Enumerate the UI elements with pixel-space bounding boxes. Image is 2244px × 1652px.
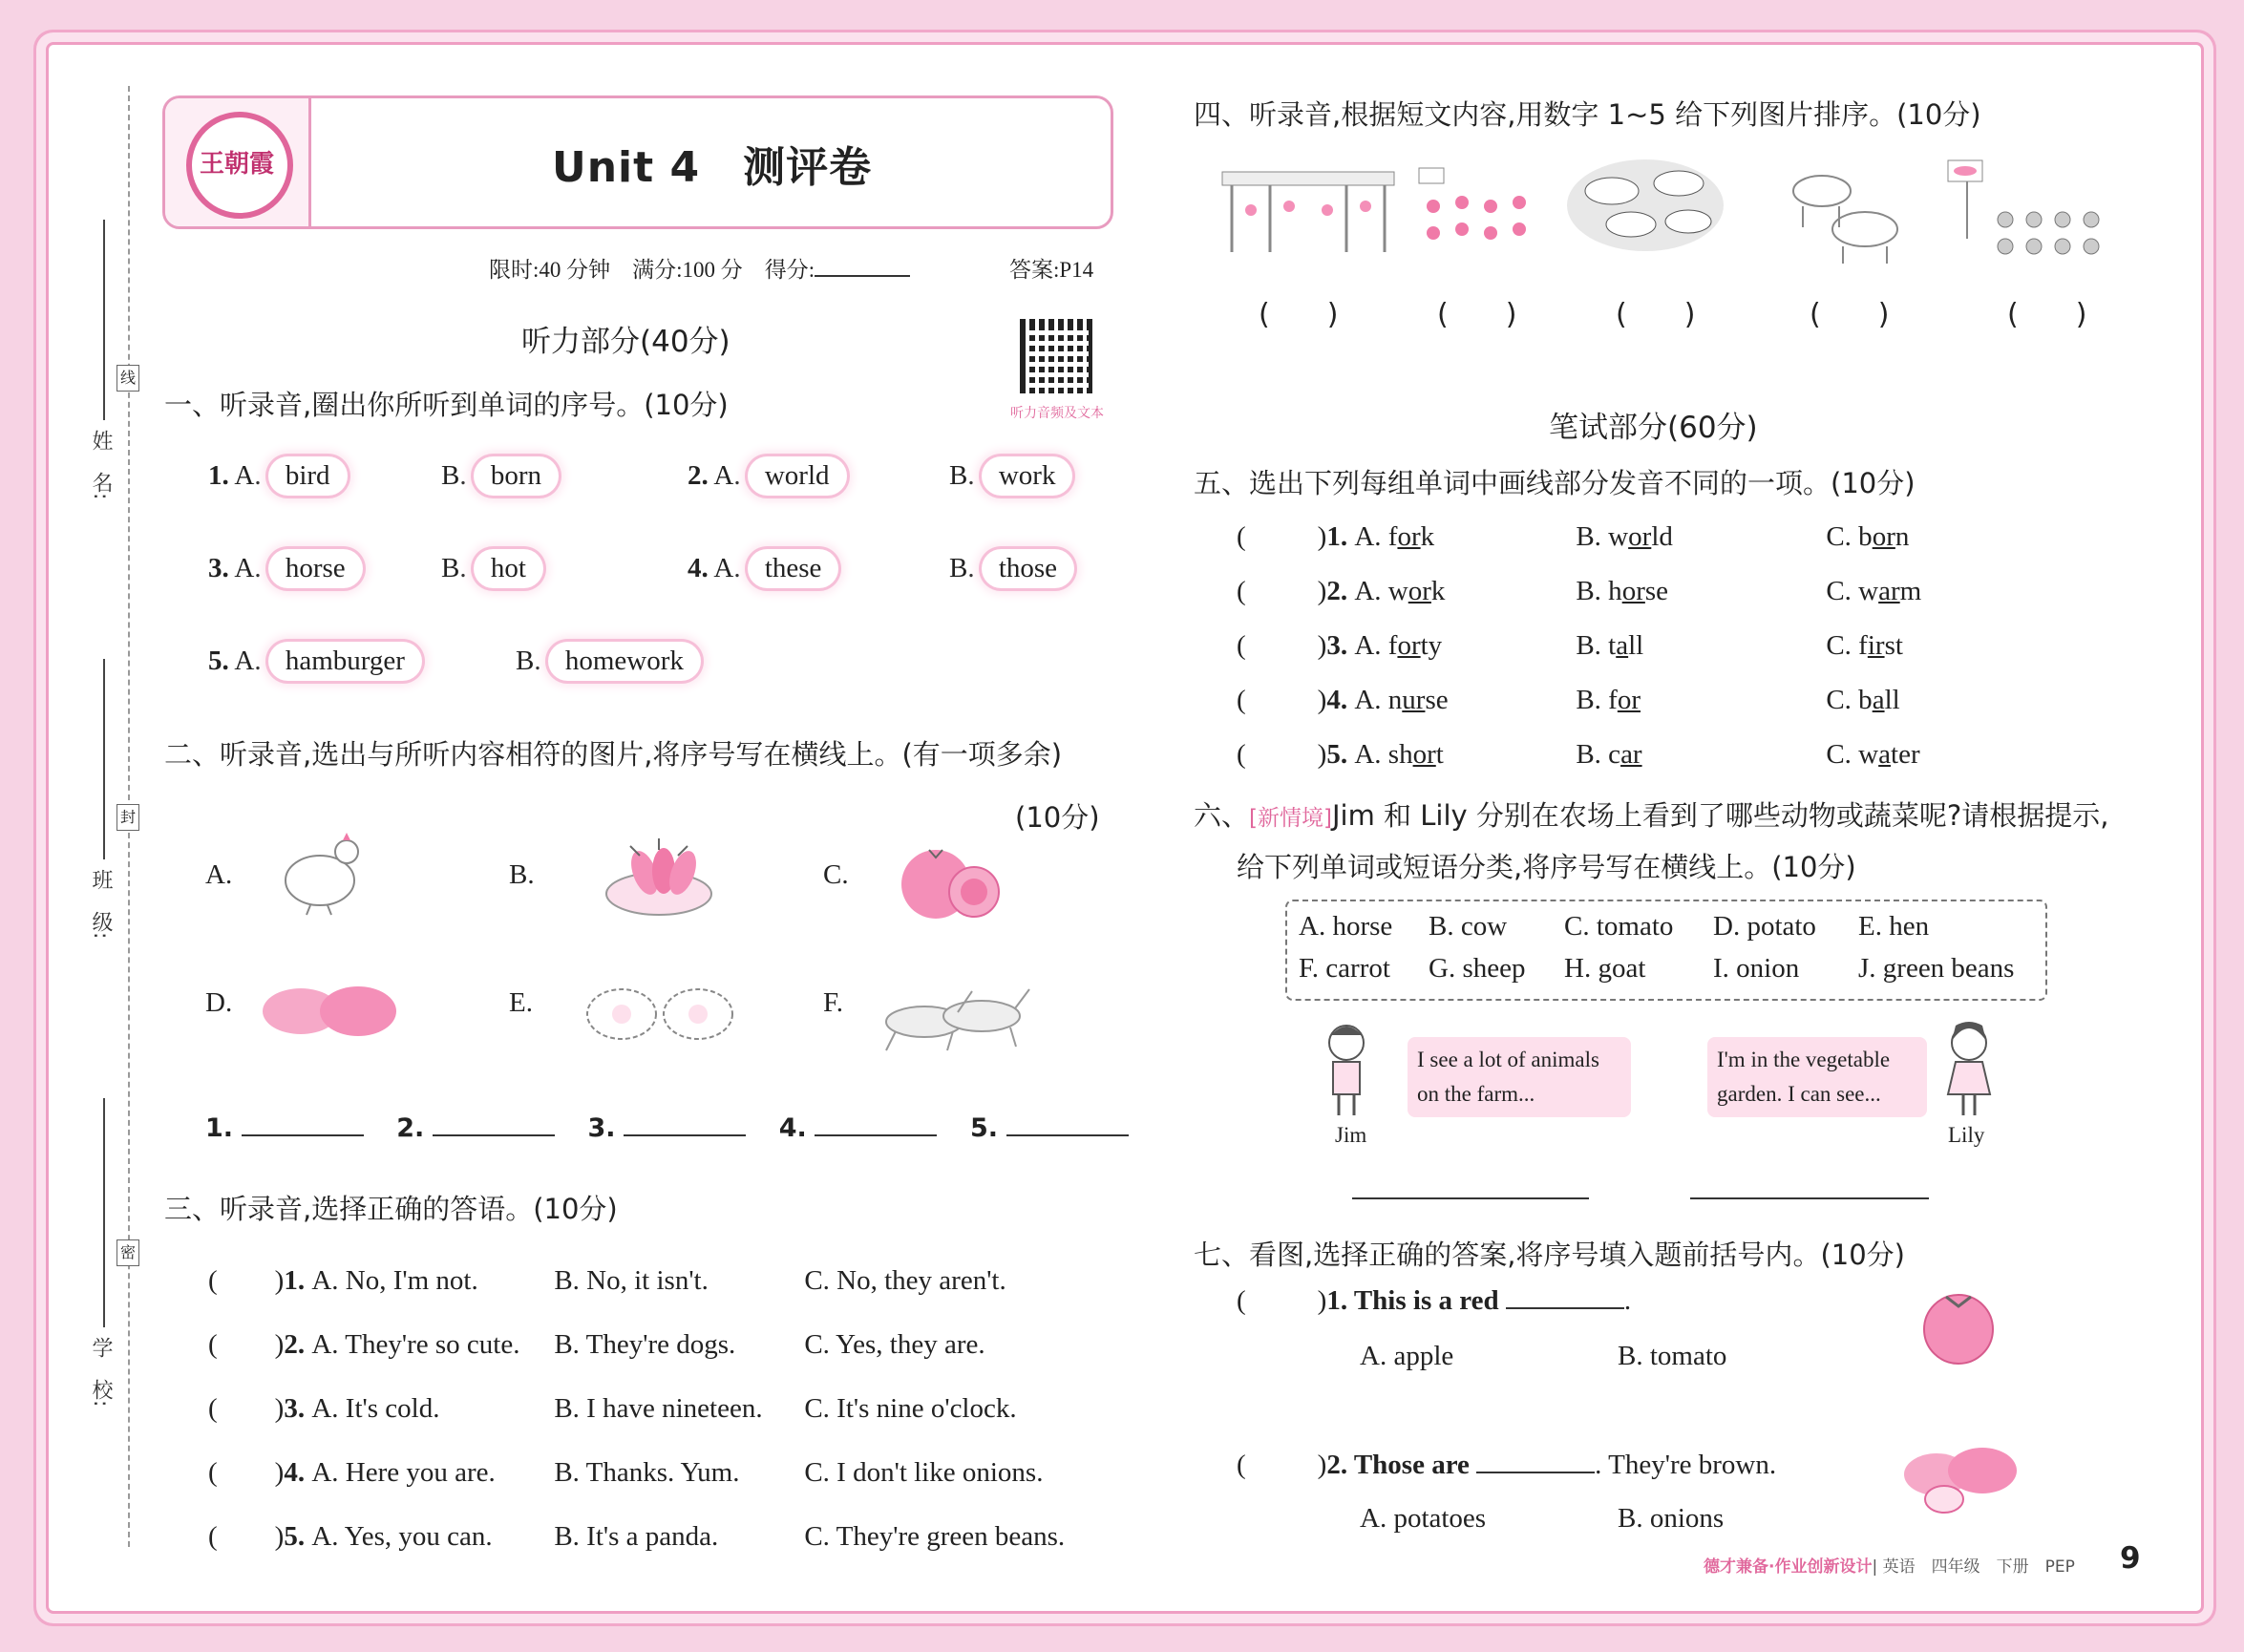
q2-label-c: C. [823, 859, 849, 890]
q5-1-a-pre: A. f [1354, 521, 1398, 552]
qr-caption: 听力音频及文本 [1010, 406, 1104, 421]
q6-word-d: D. potato [1713, 911, 1816, 942]
q7-item-1: ( )1. This is a red . [1237, 1285, 1632, 1316]
lily-bubble-line1: I'm in the vegetable [1717, 1048, 1891, 1071]
page-title: Unit 4 测评卷 [552, 143, 873, 192]
q3-row-5: ( )5. A. Yes, you can. B. It's a panda. C. They're green beans. [208, 1505, 1065, 1569]
q5-5-a-post: t [1435, 739, 1444, 770]
q5-1-a [1354, 510, 1576, 564]
lily-avatar [1942, 1020, 1996, 1119]
q5-1-b-post: ld [1651, 521, 1673, 552]
q6-word-f: F. carrot [1299, 953, 1390, 984]
q5-3-a-pre: A. f [1354, 630, 1398, 661]
logo-text: 王朝霞 [200, 150, 275, 179]
q3-num-2: 2. [284, 1329, 306, 1360]
q6-title: Jim 和 Lily 分别在农场上看到了哪些动物或蔬菜呢?请根据提示, [1331, 799, 2109, 832]
q3-4-c: C. I don't like onions. [804, 1457, 1044, 1488]
q5-1-a-post: k [1420, 521, 1435, 552]
q2-num-1: 1. [205, 1113, 234, 1143]
q5-4-c-ul: a [1872, 685, 1885, 715]
q5-2-b-pre: B. h [1576, 576, 1622, 606]
potato-icon [258, 978, 401, 1045]
listening-section-title: 听力部分(40分) [521, 325, 730, 359]
q5-5-c-post: ter [1891, 739, 1920, 770]
q5-2-a [1354, 564, 1576, 619]
jim-speech-bubble [1408, 1037, 1631, 1117]
q1-5-option-a[interactable]: hamburger [268, 642, 422, 681]
footer-series [1704, 1553, 2075, 1577]
jim-label: Jim [1335, 1123, 1367, 1147]
footer-series-name: 德才兼备·作业创新设计 [1704, 1557, 1873, 1577]
q6-word-a: A. horse [1299, 911, 1393, 942]
q5-num-5: 5. [1326, 739, 1348, 770]
q5-1-c [1826, 521, 1909, 552]
q2-label-a: A. [205, 859, 233, 890]
page-number: 9 [2120, 1541, 2141, 1576]
q7-q1-text: 1. This is a red [1326, 1285, 1499, 1316]
q3-1-a: A. No, I'm not. [311, 1265, 478, 1296]
q3-title: 三、听录音,选择正确的答语。(10分) [164, 1193, 618, 1225]
q5-5-a [1354, 728, 1576, 782]
q1-4-option-a[interactable]: these [748, 549, 839, 588]
q5-5-c [1826, 739, 1919, 770]
lily-label: Lily [1948, 1123, 1985, 1147]
q5-row-4: ( )4. A. nurse B. for C. ball [1237, 673, 1921, 728]
seal-box-secret: 密 [116, 1239, 139, 1266]
q1-num-1: 1. [208, 460, 229, 491]
school-blank[interactable] [103, 1098, 105, 1327]
q5-2-a-pre: A. w [1354, 576, 1408, 606]
q2-num-2: 2. [396, 1113, 425, 1143]
title-banner [162, 95, 1113, 229]
q2-label-d: D. [205, 987, 233, 1018]
q5-5-b [1576, 728, 1826, 782]
q5-2-b-post: se [1644, 576, 1669, 606]
q2-label-f: F. [823, 987, 844, 1018]
class-blank[interactable] [103, 659, 105, 859]
q5-1-b-ul: or [1628, 521, 1652, 552]
q2-blank-2[interactable] [433, 1134, 555, 1136]
q3-5-a: A. Yes, you can. [311, 1521, 493, 1552]
q5-row-3: ( )3. A. forty B. tall C. first [1237, 619, 1921, 673]
q5-4-a [1354, 673, 1576, 728]
q6-word-j: J. green beans [1858, 953, 2015, 984]
q5-5-a-ul: or [1412, 739, 1436, 770]
q7-q2-blank[interactable] [1476, 1472, 1595, 1473]
q3-num-5: 5. [284, 1521, 306, 1552]
q1-title: 一、听录音,圈出你所听到单词的序号。(10分) [164, 389, 729, 421]
jim-bubble-line2: on the farm... [1417, 1082, 1535, 1106]
q5-2-a-ul: or [1408, 576, 1431, 606]
q7-item-2: ( )2. Those are . They're brown. [1237, 1450, 1777, 1480]
q5-4-a-post: se [1425, 685, 1449, 715]
q1-3-option-b[interactable]: hot [474, 549, 543, 588]
q1-4-option-b[interactable]: those [982, 549, 1074, 588]
goats-icon [1774, 143, 1917, 267]
q3-4-a: A. Here you are. [311, 1457, 496, 1488]
q6-title-line1 [1194, 794, 2109, 834]
q7-title: 七、看图,选择正确的答案,将序号填入题前括号内。(10分) [1194, 1239, 1905, 1271]
q5-5-a-pre: A. sh [1354, 739, 1413, 770]
q2-label-e: E. [509, 987, 533, 1018]
q5-title: 五、选出下列每组单词中画线部分发音不同的一项。(10分) [1194, 467, 1916, 499]
q3-2-b: B. They're dogs. [554, 1329, 736, 1360]
q3-3-b: B. I have nineteen. [554, 1393, 763, 1424]
q1-item-3b: B. hot [441, 549, 543, 588]
q3-num-3: 3. [284, 1393, 306, 1424]
carrot-basket-icon [592, 827, 726, 922]
lily-answer-blank[interactable] [1690, 1197, 1929, 1199]
q5-5-b-ul: ar [1620, 739, 1642, 770]
q2-label-b: B. [509, 859, 535, 890]
q4-paren-1[interactable]: ( ) [1259, 298, 1339, 331]
q5-1-a-ul: or [1397, 521, 1421, 552]
q5-3-c-ul: ir [1867, 630, 1885, 661]
q5-3-b-post: ll [1628, 630, 1644, 661]
q1-num-5: 5. [208, 646, 229, 676]
q7-q1-option-a: A. apple [1360, 1341, 1454, 1371]
q1-item-4b: B. those [949, 549, 1074, 588]
q5-3-a-ul: or [1397, 630, 1421, 661]
q3-num-1: 1. [284, 1265, 306, 1296]
q6-word-i: I. onion [1713, 953, 1800, 984]
q7-q1-option-b: B. tomato [1618, 1341, 1727, 1371]
q3-2-a: A. They're so cute. [311, 1329, 520, 1360]
sheep-icon [579, 978, 741, 1050]
logo-icon [186, 112, 293, 219]
jim-bubble-line1: I see a lot of animals [1417, 1048, 1599, 1071]
q2-blank-5[interactable] [1006, 1134, 1129, 1136]
q1-2-option-a[interactable]: world [748, 456, 847, 496]
q6-prefix: 六、 [1194, 799, 1250, 832]
q5-4-a-pre: A. n [1354, 685, 1403, 715]
q5-4-a-ul: ur [1402, 685, 1426, 715]
q5-3-a-post: ty [1420, 630, 1443, 661]
q3-4-b: B. Thanks. Yum. [554, 1457, 740, 1488]
q6-word-e: E. hen [1858, 911, 1930, 942]
seal-box-line: 线 [116, 365, 139, 392]
q1-num-4: 4. [688, 553, 709, 583]
q3-5-c: C. They're green beans. [804, 1521, 1066, 1552]
q1-num-3: 3. [208, 553, 229, 583]
exam-meta-text: 限时:40 分钟 满分:100 分 得分: [489, 258, 815, 282]
q5-1-c-post: n [1895, 521, 1910, 552]
farm-gate-icon [1213, 153, 1404, 258]
q1-1-option-b[interactable]: born [474, 456, 559, 496]
q2-num-5: 5. [969, 1113, 998, 1143]
q2-num-3: 3. [587, 1113, 616, 1143]
q1-item-1b: B. born [441, 456, 559, 496]
q3-row-2: ( )2. A. They're so cute. B. They're dogs. C. Yes, they are. [208, 1313, 1065, 1377]
cows-icon [1564, 153, 1726, 258]
q4-paren-2[interactable]: ( ) [1437, 298, 1517, 331]
q3-1-b: B. No, it isn't. [554, 1265, 709, 1296]
q5-2-c-post: m [1899, 576, 1922, 606]
q7-q2-text: 2. Those are [1326, 1450, 1470, 1480]
q5-list [1237, 510, 1921, 782]
q1-item-1: 1. A. bird [208, 456, 348, 496]
name-blank[interactable] [103, 220, 105, 420]
q3-3-a: A. It's cold. [311, 1393, 440, 1424]
q5-num-1: 1. [1326, 521, 1348, 552]
q4-title: 四、听录音,根据短文内容,用数字 1~5 给下列图片排序。(10分) [1194, 98, 1981, 131]
q5-num-4: 4. [1326, 685, 1348, 715]
exam-meta [489, 252, 910, 284]
q5-row-2: ( )2. A. work B. horse C. warm [1237, 564, 1921, 619]
q2-blank-1[interactable] [242, 1134, 364, 1136]
q7-q2-text-post: . They're brown. [1595, 1450, 1777, 1480]
q6-word-b: B. cow [1429, 911, 1508, 942]
school-label: 学 校: [89, 1337, 113, 1408]
q5-1-b-pre: B. w [1576, 521, 1629, 552]
q1-item-3: 3. A. horse [208, 549, 363, 588]
q3-row-3: ( )3. A. It's cold. B. I have nineteen. C. It's nine o'clock. [208, 1377, 1065, 1441]
q7-q2-option-b: B. onions [1618, 1503, 1725, 1534]
qr-pattern [1026, 325, 1089, 388]
q5-2-c [1826, 576, 1921, 606]
q5-num-3: 3. [1326, 630, 1348, 661]
class-label: 班 级: [89, 869, 113, 940]
q1-num-2: 2. [688, 460, 709, 491]
q5-1-c-pre: C. b [1826, 521, 1873, 552]
q5-5-b-pre: B. c [1576, 739, 1621, 770]
q1-item-2b: B. work [949, 456, 1072, 496]
q2-score: (10分) [1015, 801, 1100, 834]
q4-paren-4[interactable]: ( ) [1810, 298, 1890, 331]
q7-q2-option-a: A. potatoes [1360, 1503, 1487, 1534]
q5-2-b [1576, 564, 1826, 619]
q6-word-c: C. tomato [1564, 911, 1674, 942]
q5-4-b-ul: or [1617, 685, 1641, 715]
q3-row-4: ( )4. A. Here you are. B. Thanks. Yum. C. I don't like onions. [208, 1441, 1065, 1505]
q1-item-4: 4. A. these [688, 549, 838, 588]
writing-section-title: 笔试部分(60分) [1549, 411, 1758, 445]
q5-3-a [1354, 619, 1576, 673]
footer-info: | 英语 四年级 下册 PEP [1872, 1557, 2075, 1577]
q5-3-c-pre: C. f [1826, 630, 1868, 661]
q4-paren-3[interactable]: ( ) [1616, 298, 1696, 331]
q5-2-c-pre: C. w [1826, 576, 1879, 606]
q5-num-2: 2. [1326, 576, 1348, 606]
q4-paren-5[interactable]: ( ) [2007, 298, 2087, 331]
q3-2-c: C. Yes, they are. [804, 1329, 985, 1360]
q5-3-b-ul: a [1616, 630, 1629, 661]
q5-3-b [1576, 619, 1826, 673]
q5-row-5: ( )5. A. short B. car C. water [1237, 728, 1921, 782]
q5-2-c-ul: ar [1878, 576, 1900, 606]
q3-1-c: C. No, they aren't. [804, 1265, 1006, 1296]
q1-item-5: 5. A. hamburger [208, 642, 422, 681]
q6-word-h: H. goat [1564, 953, 1646, 984]
q1-1-option-a[interactable]: bird [268, 456, 348, 496]
potatoes-icon [1898, 1440, 2022, 1516]
q5-2-b-ul: or [1621, 576, 1645, 606]
q5-4-b-pre: B. f [1576, 685, 1618, 715]
q5-1-b [1576, 510, 1826, 564]
q1-item-5b: B. homework [516, 642, 701, 681]
q3-5-b: B. It's a panda. [554, 1521, 719, 1552]
name-label: 姓 名: [89, 430, 113, 500]
q5-4-c [1826, 685, 1899, 715]
q1-5-option-b[interactable]: homework [548, 642, 701, 681]
q6-title-line2: 给下列单词或短语分类,将序号写在横线上。(10分) [1237, 851, 1856, 883]
q3-num-4: 4. [284, 1457, 306, 1488]
lily-speech-bubble [1707, 1037, 1927, 1117]
q1-item-2: 2. A. world [688, 456, 847, 496]
q3-3-c: C. It's nine o'clock. [804, 1393, 1017, 1424]
tomato-plants-icon [1409, 159, 1553, 254]
q5-4-b [1576, 673, 1826, 728]
q5-3-b-pre: B. t [1576, 630, 1617, 661]
jim-answer-blank[interactable] [1352, 1197, 1589, 1199]
q5-4-c-pre: C. b [1826, 685, 1873, 715]
q2-num-4: 4. [778, 1113, 807, 1143]
q5-3-c-post: st [1884, 630, 1903, 661]
answer-ref: 答案:P14 [1009, 258, 1094, 282]
q5-1-c-ul: or [1872, 521, 1895, 552]
horses-icon [867, 974, 1039, 1060]
hen-icon [272, 823, 368, 919]
q5-5-c-pre: C. w [1826, 739, 1879, 770]
tomato-icon [893, 838, 1007, 924]
q2-blank-3[interactable] [624, 1134, 746, 1136]
q2-answer-row [205, 1113, 1129, 1143]
q5-2-a-post: k [1430, 576, 1446, 606]
q2-blank-4[interactable] [815, 1134, 937, 1136]
score-blank[interactable] [815, 275, 910, 277]
jim-avatar [1320, 1020, 1373, 1119]
lily-bubble-line2: garden. I can see... [1717, 1082, 1881, 1106]
q5-4-c-post: ll [1884, 685, 1900, 715]
q6-new-context-tag: [新情境] [1249, 806, 1332, 831]
q3-list [208, 1249, 1065, 1569]
q6-word-box [1285, 900, 2047, 1001]
seal-box-seal: 封 [116, 804, 139, 831]
q5-3-c [1826, 630, 1903, 661]
q6-word-g: G. sheep [1429, 953, 1526, 984]
q5-row-1: ( )1. A. fork B. world C. born [1237, 510, 1921, 564]
q3-row-1: ( )1. A. No, I'm not. B. No, it isn't. C. No, they aren't. [208, 1249, 1065, 1313]
carrot-garden-icon [1938, 153, 2120, 267]
red-tomato-icon [1916, 1285, 2001, 1367]
q7-q1-blank[interactable] [1506, 1307, 1624, 1309]
q5-5-c-ul: a [1878, 739, 1892, 770]
q1-3-option-a[interactable]: horse [268, 549, 363, 588]
q2-title: 二、听录音,选出与所听内容相符的图片,将序号写在横线上。(有一项多余) [164, 738, 1063, 771]
q1-2-option-b[interactable]: work [982, 456, 1073, 496]
